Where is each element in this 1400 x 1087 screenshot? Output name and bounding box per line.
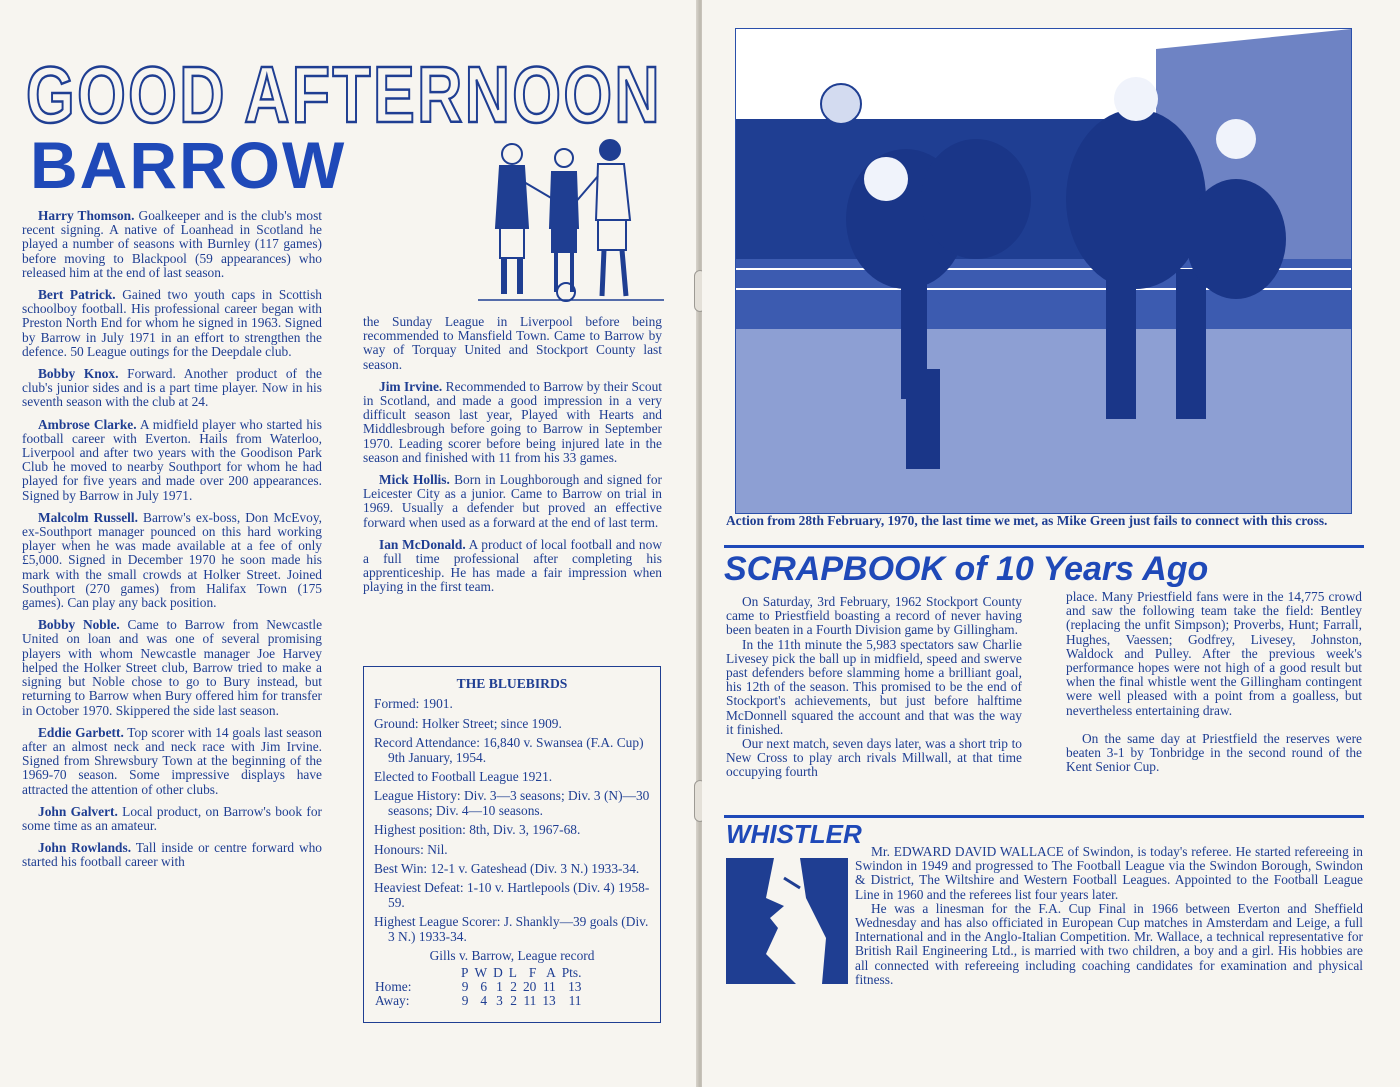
fact-row: Elected to Football League 1921. [374, 769, 553, 785]
handshake-cartoon-icon [478, 132, 664, 310]
bio-malcolm-russell: Malcolm Russell. Barrow's ex-boss, Don McEvoy, ex-Southport manager pounced on this hard working player when he was made available at a fee of only £5,000. Signed in December 1970 he soon made his mark with the small crowds at Holker Street. Joined Southport (270 games) from Halifax Town (175 games). Can play any back position. [22, 509, 322, 611]
bio-bobby-noble: Bobby Noble. Came to Barrow from Newcastle United on loan and was one of several promising players with whom Newcastle manager Joe Harvey helped the Holker Street club, Barrow tried to make a signing but Noble chose to go to Bury instead, but returning to Barrow when Bury offered him for transfer in October 1970. Skippered the side last season. [22, 617, 323, 718]
fact-row: Honours: Nil. [374, 841, 448, 857]
svg-text:GOOD AFTERNOON: GOOD AFTERNOON [26, 50, 662, 139]
league-record-table [372, 966, 584, 1008]
table-row: Away: 9 4 3 2 11 13 11 [375, 992, 582, 1008]
fact-row: Record Attendance: 16,840 v. Swansea (F.A. Cup) 9th January, 1954. [374, 735, 644, 765]
referee-portrait-icon [726, 858, 848, 984]
scrapbook-column-1 [726, 595, 1022, 780]
whistler-article [855, 845, 1363, 987]
bio-harry-thomson: Harry Thomson. Goalkeeper and is the club's most recent signing. A native of Loanhead in Scotland he played a number of seasons with Burnley (117 games) before moving to Blackpool (59 appearances) who released him at the end of last season. [22, 208, 323, 280]
barrow-heading: BARROW [30, 128, 347, 202]
fact-row: Formed: 1901. [374, 696, 453, 712]
bio-bobby-knox: Bobby Knox. Forward. Another product of the club's junior sides and is a part time player. Now in his seventh season with the club at 24. [22, 366, 322, 410]
scrapbook-column-2 [1066, 590, 1362, 774]
bluebirds-title: THE BLUEBIRDS [456, 676, 568, 691]
bio-john-galvert: John Galvert. Local product, on Barrow's book for some time as an amateur. [22, 803, 323, 833]
bluebirds-facts-box [363, 666, 661, 1023]
scrapbook-title: SCRAPBOOK of 10 Years Ago [724, 550, 1209, 588]
paragraph: Our next match, seven days later, was a short trip to New Cross to play arch rivals Millwall, at that time occupying fourth [726, 736, 1022, 780]
table-header-row: P W D L F A Pts. [461, 964, 582, 980]
table-row: Home: 9 6 1 2 20 11 13 [375, 978, 582, 994]
photo-caption: Action from 28th February, 1970, the last time we met, as Mike Green just fails to connect with this cross. [726, 513, 1328, 528]
paragraph: In the 11th minute the 5,983 spectators saw Charlie Livesey pick the ball up in midfield, speed and swerve past defenders before slamming home a brilliant goal, his 12th of the season. This promised to be the end of Stockport's achievements, but just before halftime McDonnell squared the account and that was the way it finished. [726, 636, 1022, 737]
fact-row: Best Win: 12-1 v. Gateshead (Div. 3 N.) 1933-34. [374, 861, 640, 877]
good-afternoon-heading [26, 40, 662, 139]
fact-row: League History: Div. 3—3 seasons; Div. 3 (N)—30 seasons; Div. 4—10 seasons. [374, 788, 650, 818]
league-record-title: Gills v. Barrow, League record [429, 948, 595, 964]
divider [724, 545, 1364, 548]
fact-row: Highest League Scorer: J. Shankly—39 goals (Div. 3 N.) 1933-34. [374, 914, 649, 944]
bio-bert-patrick: Bert Patrick. Gained two youth caps in Scottish schoolboy football. His professional career began with Preston North End for whom he signed in 1963. Signed by Barrow in July 1971 in an effort to strengthen the defence. 50 League outings for the Deepdale club. [22, 287, 322, 359]
fact-row: Ground: Holker Street; since 1909. [374, 715, 562, 731]
bio-eddie-garbett: Eddie Garbett. Top scorer with 14 goals last season after an almost neck and neck race with Jim Irvine. Signed from Shrewsbury Town at the beginning of the 1969-70 season. Some impressive displays have attracted the attention of other clubs. [22, 724, 322, 797]
fact-row: Heaviest Defeat: 1-10 v. Hartlepools (Div. 4) 1958-59. [374, 880, 650, 910]
whistler-title: WHISTLER [726, 819, 862, 849]
paragraph: On Saturday, 3rd February, 1962 Stockport County came to Priestfield boasting a record of never having been beaten in a Fourth Division game by Gillingham. [726, 594, 1022, 638]
football-action-photo [735, 28, 1352, 514]
bio-continuation: the Sunday League in Liverpool before being recommended to Mansfield Town. Came to Barrow by way of Torquay United and Stockport County last season. [363, 314, 662, 372]
bio-ian-mcdonald: Ian McDonald. A product of local football and now a full time professional after completing his apprenticeship. He has made a fair impression when playing in the first team. [363, 536, 662, 595]
left-page [0, 0, 698, 1087]
player-bios-column-1 [22, 209, 322, 878]
fact-row: Highest position: 8th, Div. 3, 1967-68. [374, 822, 581, 838]
paragraph: Mr. EDWARD DAVID WALLACE of Swindon, is today's referee. He started refereeing in Swindon in 1949 and progressed to The Football League via the Swindon Borough, Swindon & District, The Wiltshire and Western Football Leagues. Appointed to the Football League Line in 1960 and the referees list four years later. [855, 844, 1363, 902]
bio-john-rowlands: John Rowlands. Tall inside or centre forward who started his football career with [22, 840, 322, 870]
paragraph: place. Many Priestfield fans were in the 14,775 crowd and saw the following team take the field: Bentley (replacing the unfit Simpson); Proverbs, Hunt; Farrall, Hughes, Vaessen; Godfrey, Livesey, Johnston, Waldock and Pulley. After the previous week's performance hopes were not high of a good result but when the final whistle went the Gillingham contingent were well pleased with a point from a goalless, but nevertheless entertaining draw. [1066, 589, 1362, 718]
player-bios-column-2 [363, 315, 662, 603]
paragraph: He was a linesman for the F.A. Cup Final in 1966 between Everton and Sheffield Wednesday and has also officiated in European Cup matches in Amsterdam and Leige, a full International and in the Anglo-Italian Competition. Mr. Wallace, a technical representative for British Rail Engineering Ltd., is married with two children, a boy and a girl. His hobbies are all connected with refereeing including coaching candidates for examination and physical fitness. [855, 900, 1363, 987]
paragraph: On the same day at Priestfield the reserves were beaten 3-1 by Tonbridge in the second round of the Kent Senior Cup. [1066, 730, 1362, 775]
bio-mick-hollis: Mick Hollis. Born in Loughborough and signed for Leicester City as a junior. Came to Barrow on trial in 1969. Usually a defender but proved an effective forward when used as a forward at the end of last term. [363, 472, 662, 530]
bio-ambrose-clarke: Ambrose Clarke. A midfield player who started his football career with Everton. Hails from Waterloo, Liverpool and after two years with the Goodison Park Club he moved to nearby Southport for whom he had played for five years and made over 200 appearances. Signed by Barrow in July 1971. [22, 416, 322, 503]
bio-jim-irvine: Jim Irvine. Recommended to Barrow by their Scout in Scotland, and made a good impression in a very difficult season last year, Played with Hearts and Middlesbrough before going to Barrow in September 1970. Leading scorer before being injured late in the season and finished with 11 from his 33 games. [363, 378, 662, 465]
